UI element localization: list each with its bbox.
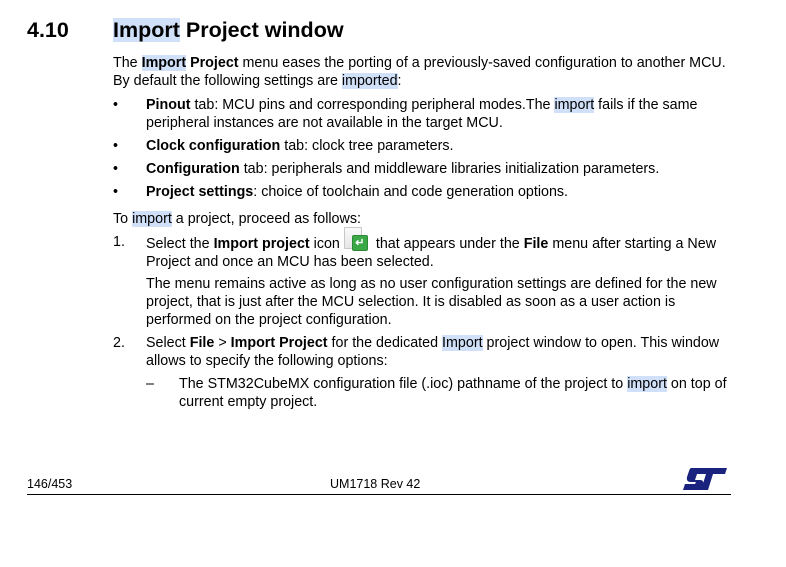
section-title: Import Project window xyxy=(113,18,344,42)
document-reference: UM1718 Rev 42 xyxy=(330,477,421,491)
bullet-item-pinout: Pinout tab: MCU pins and corresponding peripheral modes.The import fails if the same peripheral instances are not available in the target MCU. xyxy=(146,97,698,132)
bullet-item-project-settings: Project settings: choice of toolchain and code generation options. xyxy=(146,184,569,200)
bullet-item-clock: Clock configuration tab: clock tree parameters. xyxy=(146,138,454,154)
bullet-symbol: • xyxy=(113,184,119,200)
footer-rule xyxy=(27,494,731,495)
search-highlight: import xyxy=(627,376,667,392)
bullet-symbol: • xyxy=(113,97,119,113)
step-2: Select File > Import Project for the dedicated Import project window to open. This window allows to specify the following options: xyxy=(146,335,720,370)
step-1-note: The menu remains active as long as no user configuration settings are defined for the new project, that is just after the MCU selection. It is disabled as soon as a user action is performed on the project configuration. xyxy=(146,276,717,329)
dash-symbol: – xyxy=(146,376,154,392)
step-1: Select the Import project icon ↵ that appears under the File menu after starting a New Project and once an MCU has been selected. xyxy=(146,233,736,271)
page-number: 146/453 xyxy=(27,477,73,491)
intro-paragraph: The Import Project menu eases the porting of a previously-saved configuration to another MCU. By default the following settings are imported: xyxy=(113,55,726,90)
st-logo xyxy=(683,466,727,492)
search-highlight: Import xyxy=(442,335,483,351)
search-highlight: imported xyxy=(341,73,398,90)
step-number: 1. xyxy=(113,234,125,250)
sub-item-ioc-file: The STM32CubeMX configuration file (.ioc) pathname of the project to import on top of current empty project. xyxy=(179,376,727,411)
bullet-symbol: • xyxy=(113,138,119,154)
search-highlight: import xyxy=(554,97,595,113)
section-heading xyxy=(27,17,747,43)
bullet-symbol: • xyxy=(113,161,119,177)
bullet-item-configuration: Configuration tab: peripherals and middleware libraries initialization parameters. xyxy=(146,161,660,177)
section-number: 4.10 xyxy=(27,18,69,42)
search-highlight: Import xyxy=(141,55,187,71)
proceed-paragraph: To import a project, proceed as follows: xyxy=(113,211,361,227)
search-highlight: import xyxy=(132,211,172,227)
import-project-icon: ↵ xyxy=(342,233,368,251)
step-number: 2. xyxy=(113,335,125,351)
search-highlight: Import xyxy=(113,18,180,42)
st-logo-icon xyxy=(683,468,727,490)
